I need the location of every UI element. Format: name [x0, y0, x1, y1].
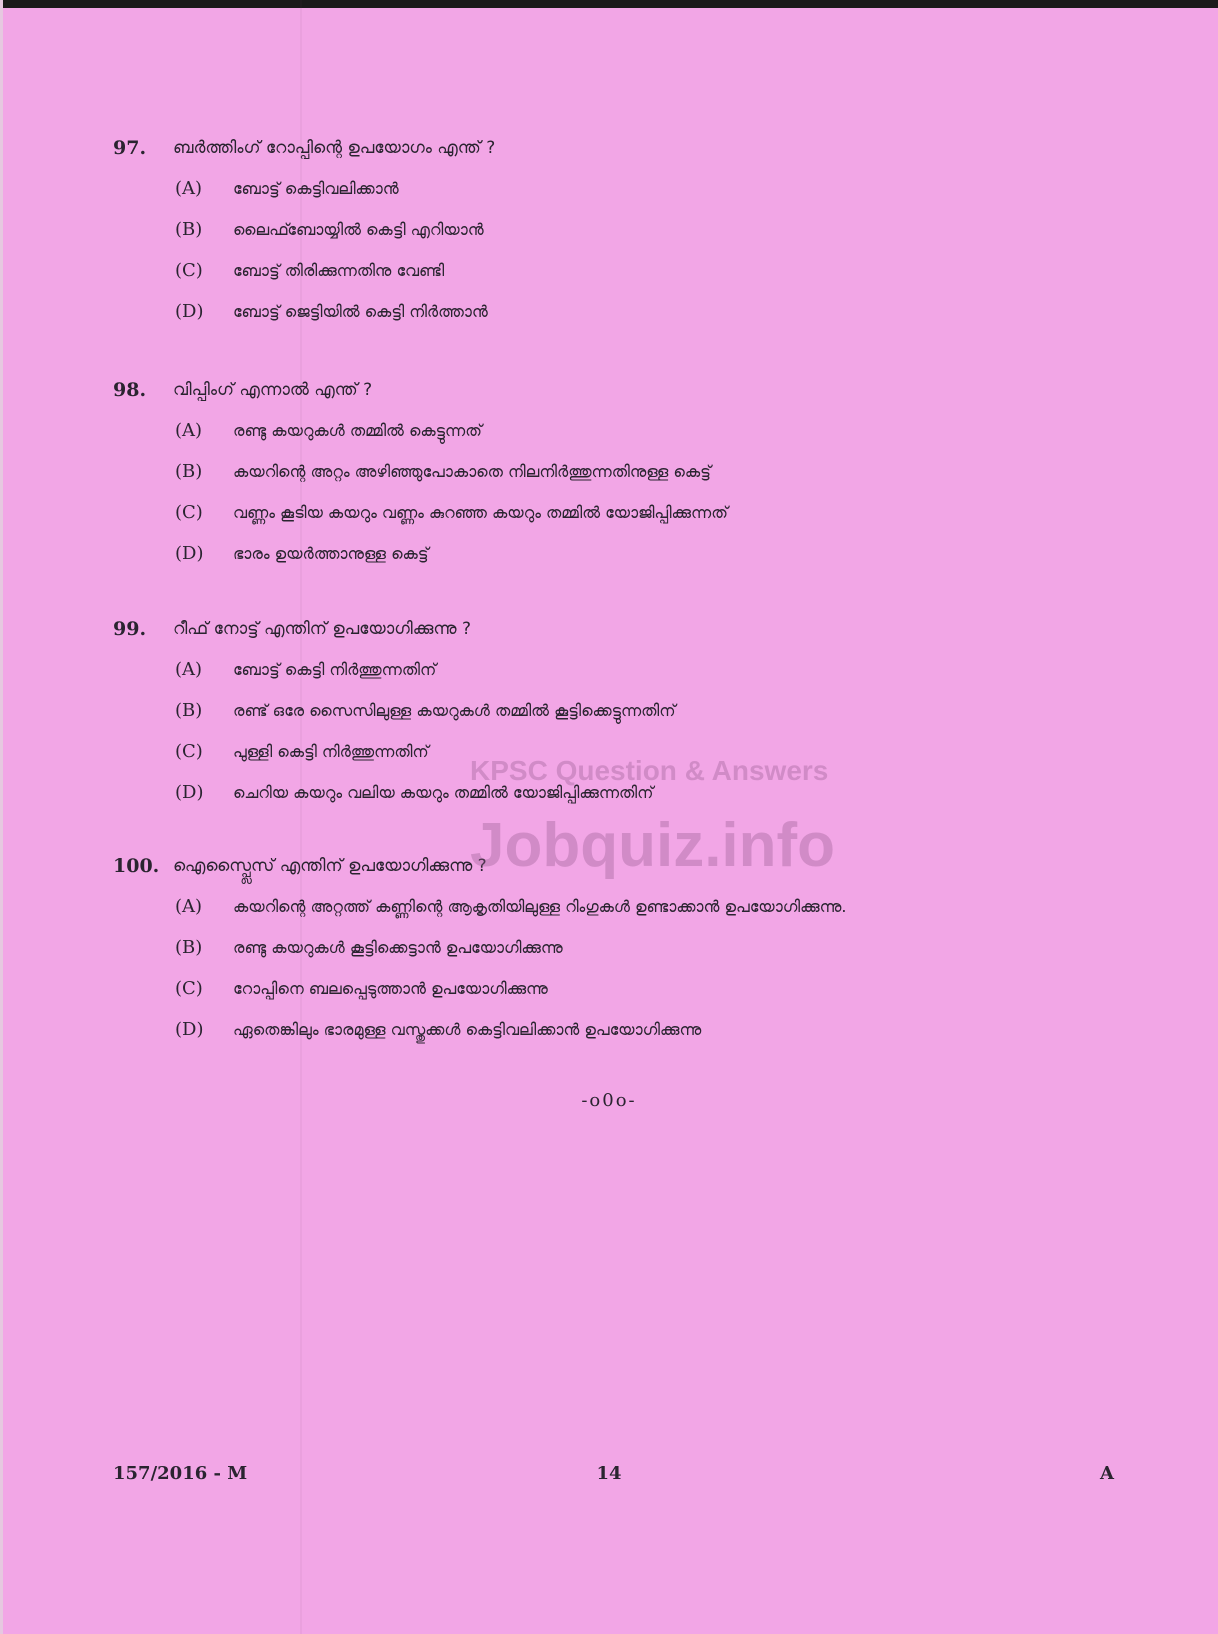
option-letter: (C): [175, 502, 203, 523]
watermark-line-1: KPSC Question & Answers: [470, 755, 829, 786]
option-text: ബോട്ട് കെട്ടിവലിക്കാൻ: [233, 179, 399, 198]
option-letter: (A): [175, 178, 203, 199]
option-text: ഭാരം ഉയർത്താനുള്ള കെട്ട്: [233, 544, 429, 563]
option-text: കയറിന്റെ അറ്റം അഴിഞ്ഞുപോകാതെ നിലനിർത്തുന്നതിനുള്ള കെട്ട്: [233, 462, 711, 481]
question-number: 98.: [113, 379, 147, 401]
question-number: 100.: [113, 855, 160, 877]
option-a: [113, 168, 1193, 209]
option-c: [113, 250, 1193, 291]
question-98: [113, 370, 1193, 574]
option-d: [113, 291, 1193, 332]
option-letter: (D): [175, 782, 204, 803]
question-text: ബർത്തിംഗ് റോപ്പിന്റെ ഉപയോഗം എന്ത് ?: [173, 138, 496, 158]
option-text: പുള്ളി കെട്ടി നിർത്തുന്നതിന്: [233, 742, 429, 761]
option-b: [113, 690, 1193, 731]
question-stem: [113, 370, 1193, 410]
option-a: [113, 886, 1193, 927]
option-d: [113, 1009, 1193, 1050]
option-letter: (A): [175, 659, 203, 680]
option-letter: (D): [175, 1019, 204, 1040]
option-text: കയറിന്റെ അറ്റത്ത് കണ്ണിന്റെ ആകൃതിയിലുള്ള റിംഗുകൾ ഉണ്ടാക്കാൻ ഉപയോഗിക്കുന്നു.: [233, 897, 847, 916]
question-set: A: [1100, 1463, 1114, 1484]
scan-left-edge: [0, 0, 3, 1634]
watermark-line-2: Jobquiz.info: [470, 811, 836, 880]
option-letter: (C): [175, 978, 203, 999]
question-97: [113, 128, 1193, 332]
option-text: രണ്ടു കയറുകൾ കൂട്ടിക്കെട്ടാൻ ഉപയോഗിക്കുന്നു: [233, 938, 563, 957]
option-letter: (D): [175, 543, 204, 564]
option-text: ചെറിയ കയറും വലിയ കയറും തമ്മിൽ യോജിപ്പിക്കുന്നതിന്: [233, 783, 654, 802]
option-text: വണ്ണം കൂടിയ കയറും വണ്ണം കുറഞ്ഞ കയറും തമ്മിൽ യോജിപ്പിക്കുന്നത്: [233, 503, 728, 522]
question-stem: [113, 128, 1193, 168]
option-letter: (B): [175, 937, 203, 958]
paper-code: 157/2016 - M: [113, 1463, 248, 1484]
option-text: റോപ്പിനെ ബലപ്പെടുത്താൻ ഉപയോഗിക്കുന്നു: [233, 979, 548, 998]
question-text: വിപ്പിംഗ് എന്നാൽ എന്ത് ?: [173, 380, 373, 400]
option-c: [113, 492, 1193, 533]
option-b: [113, 209, 1193, 250]
option-letter: (B): [175, 461, 203, 482]
question-stem: [113, 609, 1193, 649]
option-letter: (C): [175, 741, 203, 762]
question-number: 99.: [113, 618, 147, 640]
option-text: ബോട്ട് കെട്ടി നിർത്തുന്നതിന്: [233, 660, 437, 679]
option-letter: (A): [175, 420, 203, 441]
option-b: [113, 451, 1193, 492]
option-text: രണ്ട് ഒരേ സൈസിലുള്ള കയറുകൾ തമ്മിൽ കൂട്ടിക്കെട്ടുന്നതിന്: [233, 701, 676, 720]
option-letter: (B): [175, 700, 203, 721]
option-text: ഏതെങ്കിലും ഭാരമുള്ള വസ്തുക്കൾ കെട്ടിവലിക്കാൻ ഉപയോഗിക്കുന്നു: [233, 1020, 702, 1039]
scan-top-border: [0, 0, 1218, 8]
option-b: [113, 927, 1193, 968]
question-text: ഐസ്പ്ലൈസ് എന്തിന് ഉപയോഗിക്കുന്നു ?: [173, 856, 487, 876]
end-of-paper-mark: -o0o-: [581, 1090, 637, 1111]
question-text: റീഫ് നോട്ട് എന്തിന് ഉപയോഗിക്കുന്നു ?: [173, 619, 471, 639]
option-letter: (D): [175, 301, 204, 322]
option-a: [113, 410, 1193, 451]
option-d: [113, 533, 1193, 574]
option-c: [113, 968, 1193, 1009]
option-text: ബോട്ട് തിരിക്കുന്നതിനു വേണ്ടി: [233, 261, 445, 280]
option-text: രണ്ടു കയറുകൾ തമ്മിൽ കെട്ടുന്നത്: [233, 421, 482, 440]
option-letter: (A): [175, 896, 203, 917]
option-text: ലൈഫ്ബോയ്യിൽ കെട്ടി എറിയാൻ: [233, 220, 484, 239]
option-letter: (C): [175, 260, 203, 281]
option-a: [113, 649, 1193, 690]
question-number: 97.: [113, 137, 147, 159]
page-number: 14: [596, 1463, 622, 1484]
option-text: ബോട്ട് ജെട്ടിയിൽ കെട്ടി നിർത്താൻ: [233, 302, 488, 321]
option-letter: (B): [175, 219, 203, 240]
